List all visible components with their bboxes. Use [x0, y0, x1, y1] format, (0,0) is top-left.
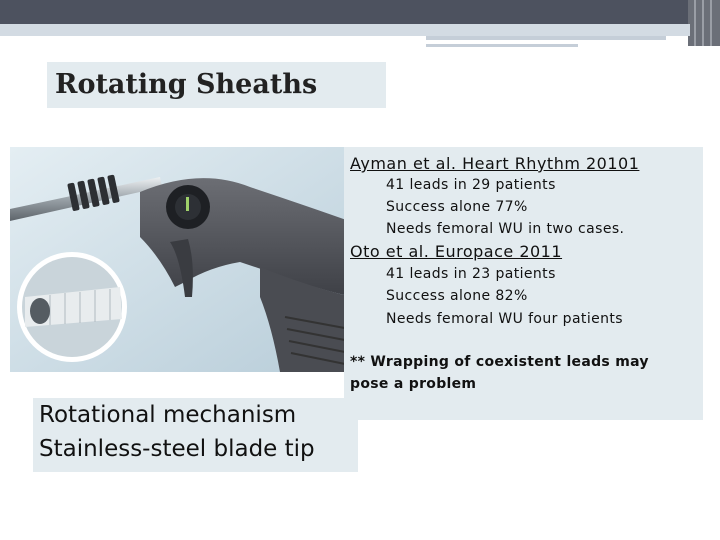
reference-line: 41 leads in 29 patients — [386, 177, 556, 193]
note-line: pose a problem — [350, 376, 477, 392]
reference-line: Needs femoral WU four patients — [386, 311, 623, 327]
rotating-sheath-device-icon — [10, 147, 352, 372]
caption-panel — [33, 398, 358, 472]
header-accent — [688, 0, 720, 46]
reference-line: 41 leads in 23 patients — [386, 266, 556, 282]
reference-line: Success alone 77% — [386, 199, 528, 215]
slide-title: Rotating Sheaths — [55, 69, 318, 100]
header-rule — [0, 24, 690, 36]
reference-citation: Ayman et al. Heart Rhythm 20101 — [350, 154, 640, 173]
title-panel — [47, 62, 386, 108]
caption-line: Stainless-steel blade tip — [39, 436, 315, 462]
device-photo — [10, 147, 352, 372]
reference-line: Needs femoral WU in two cases. — [386, 221, 625, 237]
header-bar — [0, 0, 720, 24]
references-panel — [344, 147, 703, 420]
reference-citation: Oto et al. Europace 2011 — [350, 242, 563, 261]
decorative-rule — [426, 36, 666, 40]
caption-line: Rotational mechanism — [39, 402, 297, 428]
reference-line: Success alone 82% — [386, 288, 528, 304]
note-line: ** Wrapping of coexistent leads may — [350, 354, 649, 370]
decorative-rule-short — [426, 44, 578, 47]
